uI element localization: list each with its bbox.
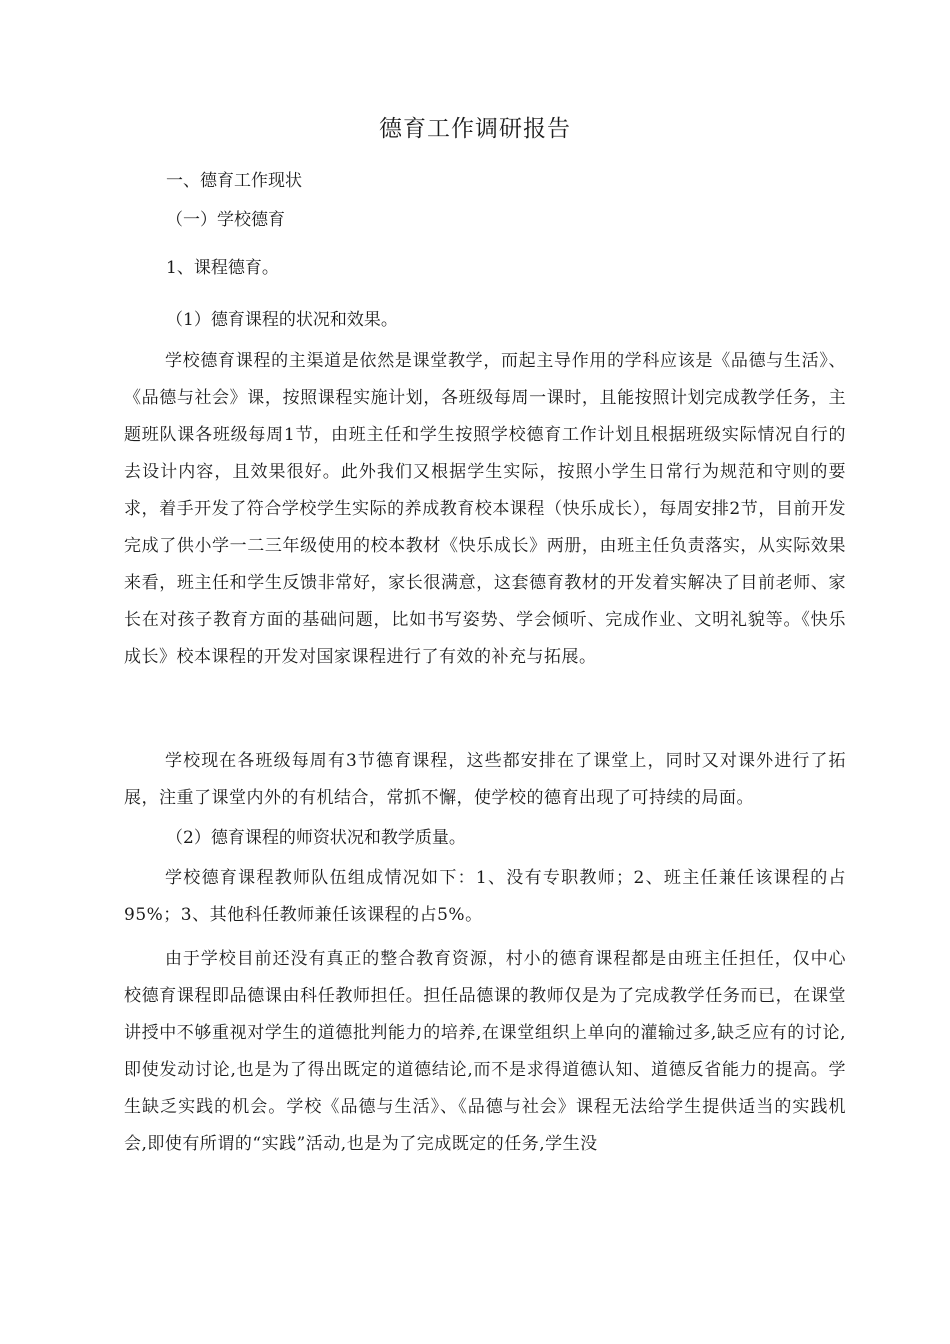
section-heading: 一、德育工作现状 [166, 171, 302, 191]
subitem-heading: （2）德育课程的师资状况和教学质量。 [166, 828, 466, 848]
subsection-heading: （一）学校德育 [166, 210, 285, 230]
document-title: 德育工作调研报告 [379, 116, 571, 142]
item-heading: 1、课程德育。 [166, 258, 279, 278]
body-paragraph: 学校现在各班级每周有3节德育课程，这些都安排在了课堂上，同时又对课外进行了拓展，注重了课堂内外的有机结合，常抓不懈，使学校的德育出现了可持续的局面。 [124, 751, 846, 808]
body-paragraph: 学校德育课程的主渠道是依然是课堂教学，而起主导作用的学科应该是《品德与生活》、《品德与社会》课，按照课程实施计划，各班级每周一课时，且能按照计划完成教学任务，主题班队课各班级每周1节，由班主任和学生按照学校德育工作计划且根据班级实际情况自行的去设计内容，且效果很好。此外我们又根据学生实际，按照小学生日常行为规范和守则的要求，着手开发了符合学校学生实际的养成教育校本课程（快乐成长），每周安排2节，目前开发完成了供小学一二三年级使用的校本教材《快乐成长》两册，由班主任负责落实，从实际效果来看，班主任和学生反馈非常好，家长很满意，这套德育教材的开发着实解决了目前老师、家长在对孩子教育方面的基础问题，比如书写姿势、学会倾听、完成作业、文明礼貌等。《快乐成长》校本课程的开发对国家课程进行了有效的补充与拓展。 [124, 351, 846, 667]
subitem-heading: （1）德育课程的状况和效果。 [166, 310, 398, 330]
body-paragraph: 学校德育课程教师队伍组成情况如下：1、没有专职教师；2、班主任兼任该课程的占95%；3、其他科任教师兼任该课程的占5%。 [124, 868, 846, 925]
body-paragraph: 由于学校目前还没有真正的整合教育资源，村小的德育课程都是由班主任担任，仅中心校德育课程即品德课由科任教师担任。担任品德课的教师仅是为了完成教学任务而已，在课堂讲授中不够重视对学生的道德批判能力的培养,在课堂组织上单向的灌输过多,缺乏应有的讨论,即使发动讨论,也是为了得出既定的道德结论,而不是求得道德认知、道德反省能力的提高。学生缺乏实践的机会。学校《品德与生活》、《品德与社会》课程无法给学生提供适当的实践机会,即使有所谓的“实践”活动,也是为了完成既定的任务,学生没 [124, 949, 846, 1154]
